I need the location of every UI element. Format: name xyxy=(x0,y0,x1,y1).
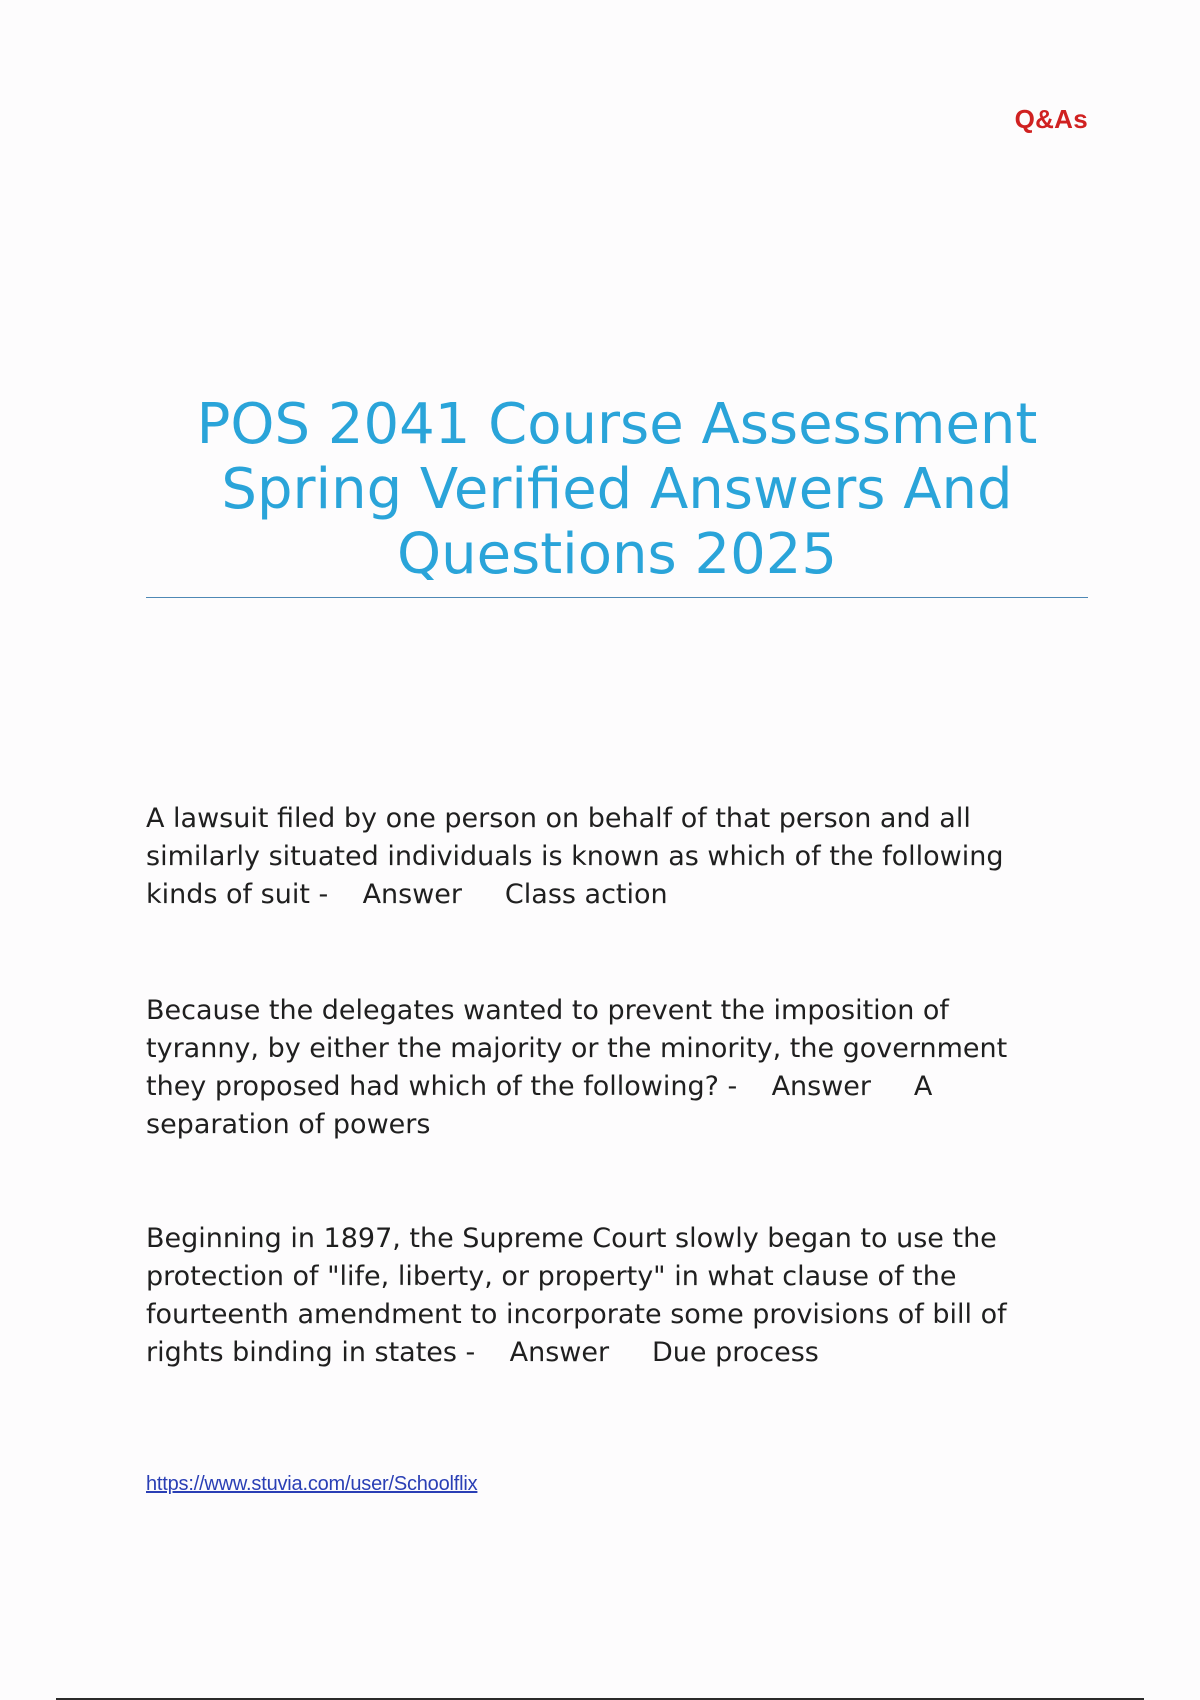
title-line: POS 2041 Course Assessment xyxy=(196,392,1038,457)
qa-line: fourteenth amendment to incorporate some provisions of bill of xyxy=(146,1299,1007,1330)
qa-line: rights binding in states - Answer Due process xyxy=(146,1337,819,1368)
qa-line: similarly situated individuals is known as which of the following xyxy=(146,841,1004,872)
qa-line: kinds of suit - Answer Class action xyxy=(146,879,668,910)
title-line: Spring Verified Answers And xyxy=(221,457,1013,522)
qa-item xyxy=(146,992,1066,1144)
title-line: Questions 2025 xyxy=(397,522,837,587)
qa-line: they proposed had which of the following? - Answer A xyxy=(146,1071,933,1102)
qa-line: tyranny, by either the majority or the minority, the government xyxy=(146,1033,1008,1064)
qa-line: separation of powers xyxy=(146,1109,431,1140)
qa-line: A lawsuit filed by one person on behalf of that person and all xyxy=(146,803,971,834)
qa-line: Because the delegates wanted to prevent the imposition of xyxy=(146,995,949,1026)
qa-item xyxy=(146,800,1066,914)
document-title xyxy=(146,392,1088,587)
qa-line: Beginning in 1897, the Supreme Court slowly began to use the xyxy=(146,1223,997,1254)
qa-line: protection of "life, liberty, or property" in what clause of the xyxy=(146,1261,957,1292)
qa-tag: Q&As xyxy=(1014,104,1088,134)
title-divider xyxy=(146,597,1088,598)
source-link[interactable]: https://www.stuvia.com/user/Schoolflix xyxy=(146,1473,478,1495)
qa-item xyxy=(146,1220,1066,1372)
